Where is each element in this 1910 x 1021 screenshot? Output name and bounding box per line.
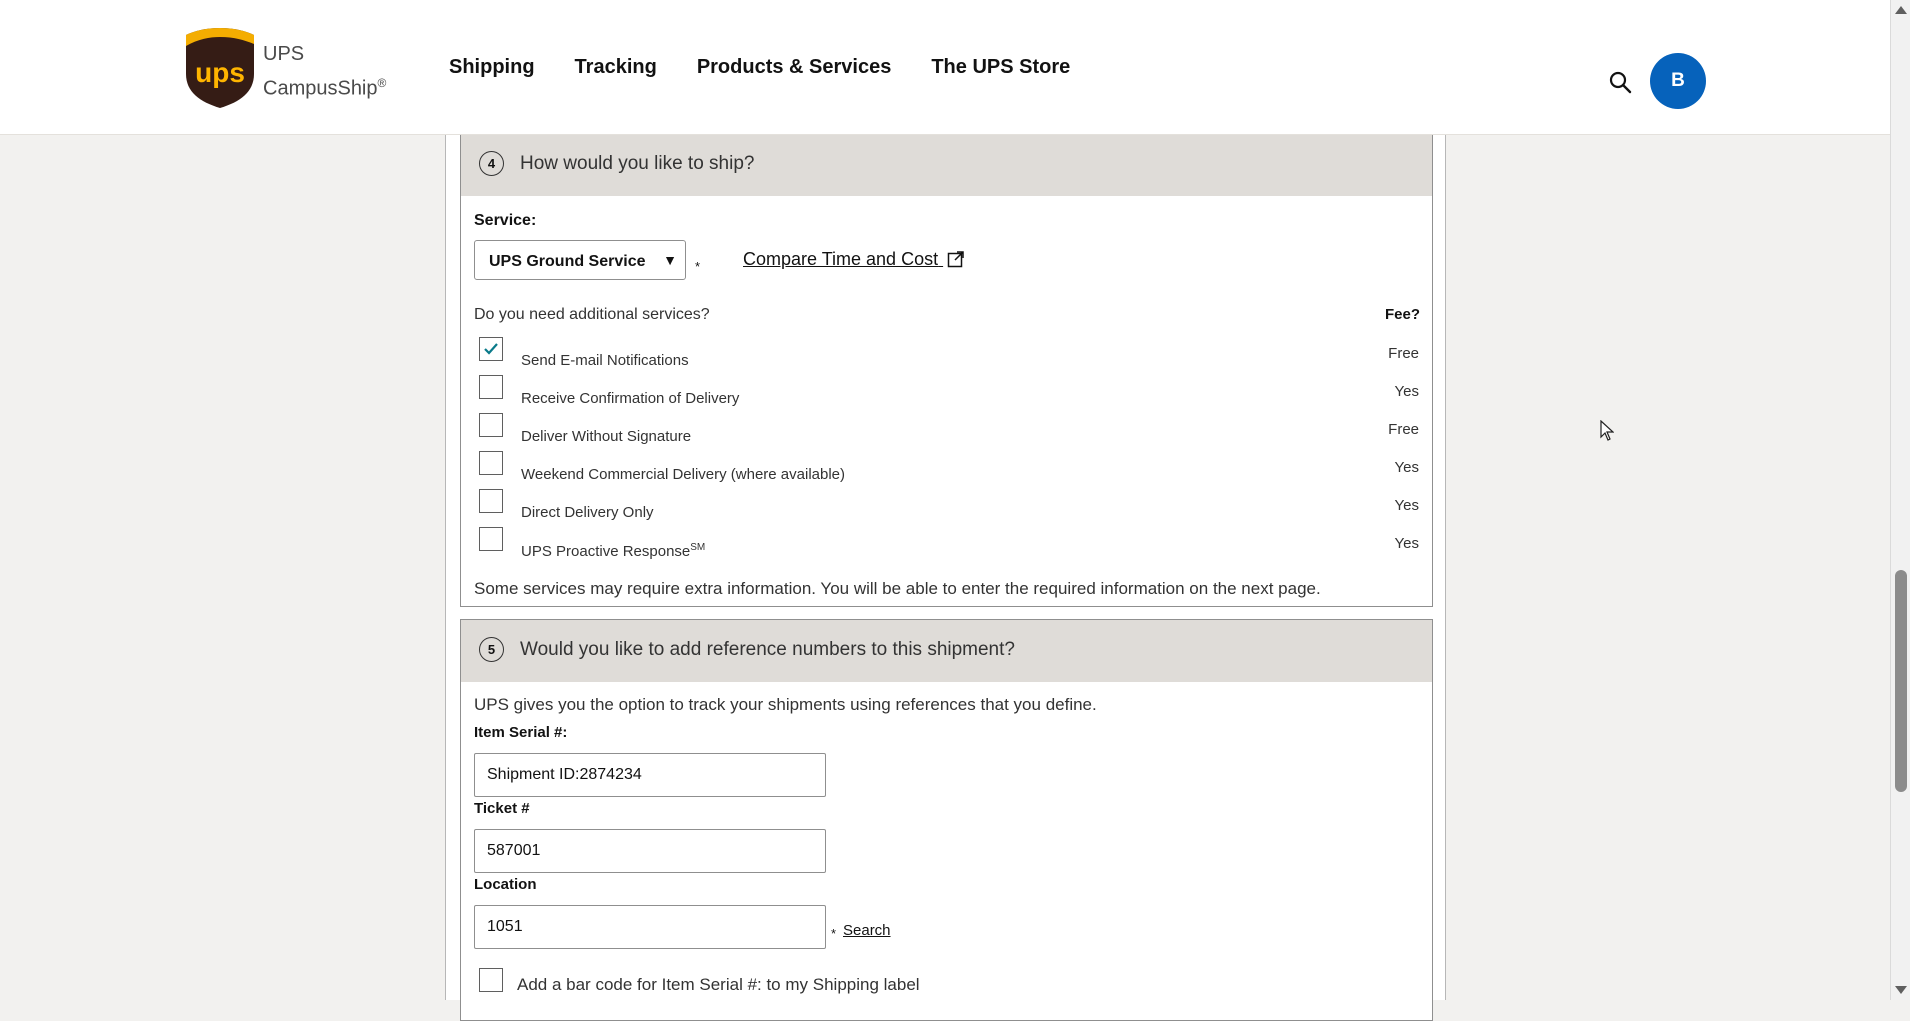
- registered-mark: ®: [377, 76, 387, 90]
- barcode-checkbox[interactable]: [479, 968, 503, 992]
- barcode-option: [479, 968, 1419, 1002]
- location-search-link[interactable]: Search: [843, 922, 891, 939]
- scroll-down-icon[interactable]: [1895, 986, 1907, 994]
- location-label: Location: [474, 876, 537, 893]
- step-number: 4: [479, 151, 504, 176]
- item-serial-input[interactable]: [474, 753, 826, 797]
- email-notifications-checkbox[interactable]: [479, 337, 503, 361]
- brand-line2: [263, 69, 386, 104]
- search-icon[interactable]: [1608, 70, 1632, 94]
- required-mark: *: [831, 926, 837, 941]
- check-icon: [483, 341, 499, 357]
- option-label: Deliver Without Signature: [521, 428, 692, 445]
- weekend-delivery-checkbox[interactable]: [479, 451, 503, 475]
- option-label: Send E-mail Notifications: [521, 352, 689, 369]
- item-serial-label: Item Serial #:: [474, 724, 568, 741]
- ticket-input[interactable]: [474, 829, 826, 873]
- user-avatar[interactable]: B: [1650, 53, 1706, 109]
- chevron-down-icon: ▼: [663, 252, 677, 268]
- nav-tracking[interactable]: Tracking: [574, 56, 657, 78]
- service-mark: SM: [690, 542, 706, 553]
- option-label: Direct Delivery Only: [521, 504, 654, 521]
- shipping-service-section: [460, 134, 1433, 607]
- location-input[interactable]: [474, 905, 826, 949]
- brand-line1: UPS: [263, 43, 305, 65]
- proactive-response-checkbox[interactable]: [479, 527, 503, 551]
- service-option-no-signature: [479, 413, 1419, 447]
- section-header: [461, 134, 1432, 196]
- reference-numbers-section: [460, 619, 1433, 1021]
- option-label: Receive Confirmation of Delivery: [521, 390, 740, 407]
- option-fee: Yes: [1394, 535, 1419, 552]
- service-option-confirmation: [479, 375, 1419, 409]
- step-number: 5: [479, 637, 504, 662]
- option-label: Weekend Commercial Delivery (where available): [521, 466, 846, 483]
- confirmation-delivery-checkbox[interactable]: [479, 375, 503, 399]
- main-nav: [449, 56, 1070, 79]
- page-scrollbar[interactable]: [1890, 0, 1910, 1000]
- direct-delivery-checkbox[interactable]: [479, 489, 503, 513]
- option-fee: Yes: [1394, 459, 1419, 476]
- option-label-text: UPS Proactive Response: [521, 543, 691, 560]
- brand-name: [263, 40, 386, 104]
- mouse-cursor-icon: [1600, 420, 1614, 442]
- service-option-direct: [479, 489, 1419, 523]
- top-header: [0, 0, 1890, 135]
- main-content: [445, 134, 1446, 1000]
- nav-shipping[interactable]: Shipping: [449, 56, 535, 78]
- required-mark: *: [695, 259, 701, 274]
- section-title: Would you like to add reference numbers to this shipment?: [520, 639, 1015, 660]
- section-title: How would you like to ship?: [520, 153, 755, 174]
- barcode-label: Add a bar code for Item Serial #: to my Shipping label: [517, 975, 920, 994]
- compare-time-cost-link[interactable]: [743, 249, 965, 270]
- extra-info-note: Some services may require extra information. You will be able to enter the required information on the next page.: [474, 579, 1321, 598]
- service-select-value: UPS Ground Service: [489, 253, 646, 270]
- option-fee: Yes: [1394, 497, 1419, 514]
- fee-header: Fee?: [1384, 306, 1420, 323]
- ups-logo[interactable]: [184, 26, 256, 110]
- service-option-proactive: [479, 527, 1419, 561]
- section-header: [461, 620, 1432, 682]
- scroll-up-icon[interactable]: [1895, 6, 1907, 14]
- service-select[interactable]: [474, 240, 686, 280]
- scroll-thumb[interactable]: [1895, 570, 1907, 792]
- option-fee: Free: [1388, 345, 1419, 362]
- option-fee: Yes: [1394, 383, 1419, 400]
- compare-link-text: Compare Time and Cost: [743, 249, 939, 269]
- additional-services-question: Do you need additional services?: [474, 306, 710, 323]
- brand-campusship: CampusShip: [263, 77, 378, 100]
- nav-ups-store[interactable]: The UPS Store: [931, 56, 1071, 78]
- logo-text: ups: [195, 57, 245, 88]
- reference-intro: UPS gives you the option to track your shipments using references that you define.: [474, 695, 1097, 714]
- external-link-icon: [947, 250, 965, 268]
- deliver-without-signature-checkbox[interactable]: [479, 413, 503, 437]
- service-label: Service:: [474, 212, 537, 229]
- option-label: [521, 542, 705, 560]
- service-option-email: [479, 337, 1419, 371]
- option-fee: Free: [1388, 421, 1419, 438]
- nav-products-services[interactable]: Products & Services: [696, 56, 892, 78]
- service-option-weekend: [479, 451, 1419, 485]
- ticket-label: Ticket #: [474, 800, 530, 817]
